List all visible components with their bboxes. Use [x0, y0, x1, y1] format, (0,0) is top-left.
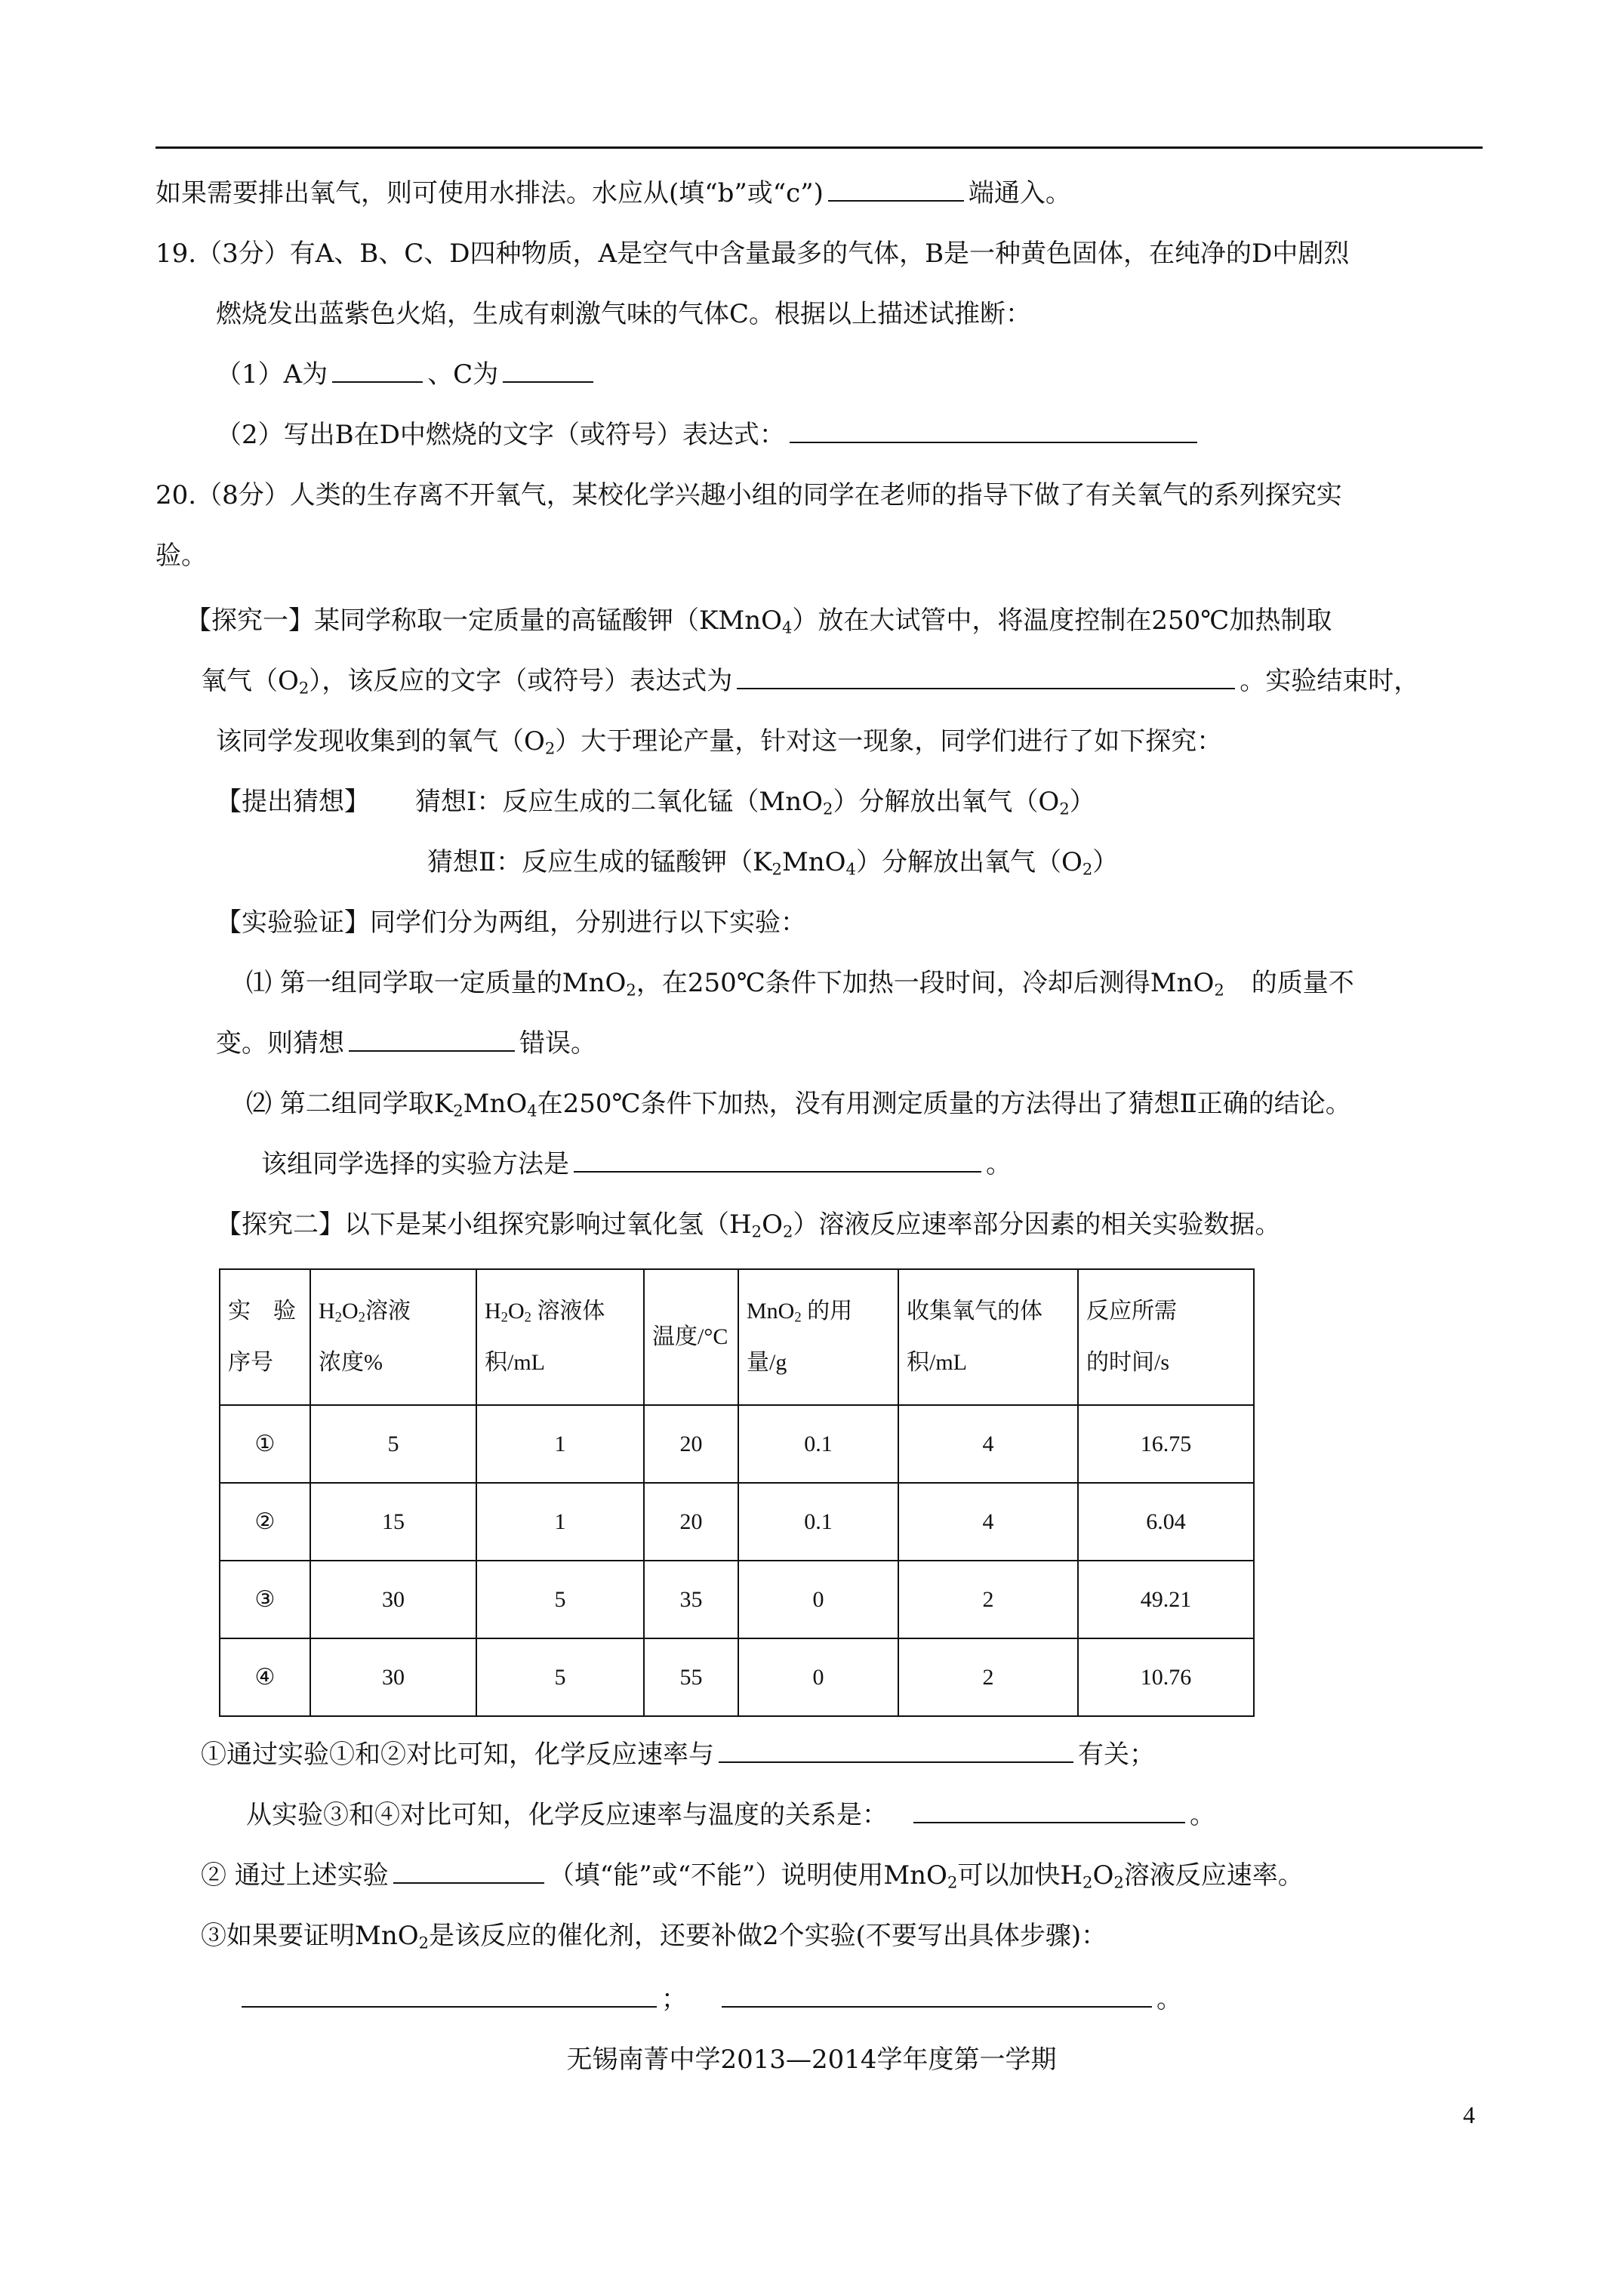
verification-2-cont: 该组同学选择的实验方法是 。: [261, 1146, 1012, 1182]
hypothesis-2: 猜想Ⅱ：反应生成的锰酸钾$(K_2MnO_4)$分解放出氧气$(O_2)$: [427, 847, 1119, 879]
question-19-cont: 燃烧发出蓝紫色火焰，生成有刺激气味的气体C。根据以上描述试推断：: [216, 299, 1032, 329]
page-number: 4: [1463, 2101, 1475, 2128]
cell-concentration: 15: [310, 1483, 476, 1561]
footer-school: 无锡南菁中学2013—2014学年度第一学期: [566, 2045, 1057, 2075]
header-oxygen-volume: 收集氧气的体 积/mL: [898, 1269, 1078, 1405]
answer-2: ② 通过上述实验 （填“能”或“不能”）说明使用MnO$_2$可以加快$H_2O_2$溶液反应速率。: [201, 1857, 1304, 1894]
answer-blank-hypothesis[interactable]: [349, 1026, 515, 1052]
cell-volume: 1: [476, 1405, 644, 1483]
table-row: [220, 1405, 1254, 1483]
table-row: [220, 1638, 1254, 1716]
cell-time: 16.75: [1078, 1405, 1254, 1483]
cell-no: ①: [220, 1405, 310, 1483]
cell-no: ②: [220, 1483, 310, 1561]
verification-head: 【实验验证】同学们分为两组，分别进行以下实验：: [216, 908, 806, 938]
explore-one-line3: 该同学发现收集到的氧气$(O_2)$大于理论产量，针对这一现象，同学们进行了如下探究：: [216, 726, 1223, 758]
cell-mno2: 0: [738, 1561, 898, 1638]
answer-1-cont: 从实验③和④对比可知，化学反应速率与温度的关系是： 。: [246, 1797, 1215, 1833]
header-experiment-no: 实 验 序号: [220, 1269, 310, 1405]
cell-oxygen: 2: [898, 1561, 1078, 1638]
answer-blank-a[interactable]: [332, 357, 423, 383]
experiment-table: [219, 1268, 1255, 1717]
cell-volume: 5: [476, 1638, 644, 1716]
cell-time: 6.04: [1078, 1483, 1254, 1561]
cell-concentration: 30: [310, 1561, 476, 1638]
cell-no: ④: [220, 1638, 310, 1716]
explore-one: 【探究一】某同学称取一定质量的高锰酸钾（KMnO$_4$）放在大试管中，将温度控制在250℃加热制取: [186, 606, 1332, 637]
continuation-line: 如果需要排出氧气，则可使用水排法。水应从(填“b”或“c”) 端通入。: [156, 175, 1071, 211]
answer-blank-temperature[interactable]: [913, 1798, 1185, 1823]
cell-time: 49.21: [1078, 1561, 1254, 1638]
cell-temperature: 20: [644, 1405, 738, 1483]
header-rule: [156, 146, 1483, 149]
header-concentration: $H_2O_2$溶液 浓度%: [310, 1269, 476, 1405]
cell-time: 10.76: [1078, 1638, 1254, 1716]
question-20-cont: 验。: [156, 541, 207, 571]
answer-3-blanks: ； 。: [242, 1981, 1182, 2017]
answer-blank-c[interactable]: [503, 357, 593, 383]
question-19-part1: （1）A为 、C为: [216, 356, 598, 393]
cell-mno2: 0: [738, 1638, 898, 1716]
answer-blank-can[interactable]: [393, 1858, 544, 1884]
cell-concentration: 5: [310, 1405, 476, 1483]
cell-concentration: 30: [310, 1638, 476, 1716]
header-temperature: 温度/°C: [644, 1269, 738, 1405]
table-row: [220, 1561, 1254, 1638]
cell-volume: 5: [476, 1561, 644, 1638]
answer-blank-method[interactable]: [574, 1147, 981, 1173]
answer-blank-expression[interactable]: [790, 418, 1197, 443]
verification-2: ⑵ 第二组同学取$K_2MnO_4$在250℃条件下加热，没有用测定质量的方法得出了猜想Ⅱ正确的结论。: [246, 1089, 1351, 1120]
table-header-row: [220, 1269, 1254, 1405]
hypothesis-1: 【提出猜想】 猜想Ⅰ：反应生成的二氧化锰（MnO$_2$）分解放出氧气$(O_2)$: [216, 787, 1095, 818]
answer-blank[interactable]: [828, 176, 964, 202]
header-mno2-amount: MnO$_2$ 的用 量/g: [738, 1269, 898, 1405]
verification-1: ⑴ 第一组同学取一定质量的MnO$_2$，在250℃条件下加热一段时间，冷却后测得MnO$_2$ 的质量不: [246, 968, 1354, 1000]
answer-blank-experiment-1[interactable]: [242, 1982, 657, 2008]
header-time: 反应所需 的时间/s: [1078, 1269, 1254, 1405]
answer-3: ③如果要证明MnO$_2$是该反应的催化剂，还要补做2个实验(不要写出具体步骤)：: [201, 1921, 1107, 1952]
cell-mno2: 0.1: [738, 1405, 898, 1483]
cell-temperature: 20: [644, 1483, 738, 1561]
table-row: [220, 1483, 1254, 1561]
question-20: 20.（8分）人类的生存离不开氧气，某校化学兴趣小组的同学在老师的指导下做了有关氧气的系列探究实: [156, 480, 1342, 510]
verification-1-cont: 变。则猜想 错误。: [216, 1025, 596, 1062]
cell-oxygen: 2: [898, 1638, 1078, 1716]
explore-one-line2: 氧气$(O_2)$，该反应的文字（或符号）表达式为 。实验结束时，: [201, 663, 1419, 699]
answer-blank-factor[interactable]: [719, 1737, 1073, 1763]
question-19: 19.（3分）有A、B、C、D四种物质，A是空气中含量最多的气体，B是一种黄色固体，在纯净的D中剧烈: [156, 239, 1350, 269]
explore-two: 【探究二】以下是某小组探究影响过氧化氢$(H_2O_2)$溶液反应速率部分因素的相关实验数据。: [216, 1210, 1281, 1241]
cell-volume: 1: [476, 1483, 644, 1561]
question-19-part2: （2）写出B在D中燃烧的文字（或符号）表达式：: [216, 417, 1202, 453]
cell-oxygen: 4: [898, 1405, 1078, 1483]
answer-blank-kmno4[interactable]: [737, 664, 1235, 689]
answer-blank-experiment-2[interactable]: [722, 1982, 1152, 2008]
cell-no: ③: [220, 1561, 310, 1638]
cell-mno2: 0.1: [738, 1483, 898, 1561]
cell-temperature: 35: [644, 1561, 738, 1638]
header-volume: $H_2O_2$ 溶液体 积/mL: [476, 1269, 644, 1405]
cell-temperature: 55: [644, 1638, 738, 1716]
cell-oxygen: 4: [898, 1483, 1078, 1561]
answer-1: ①通过实验①和②对比可知，化学反应速率与 有关；: [201, 1737, 1155, 1773]
